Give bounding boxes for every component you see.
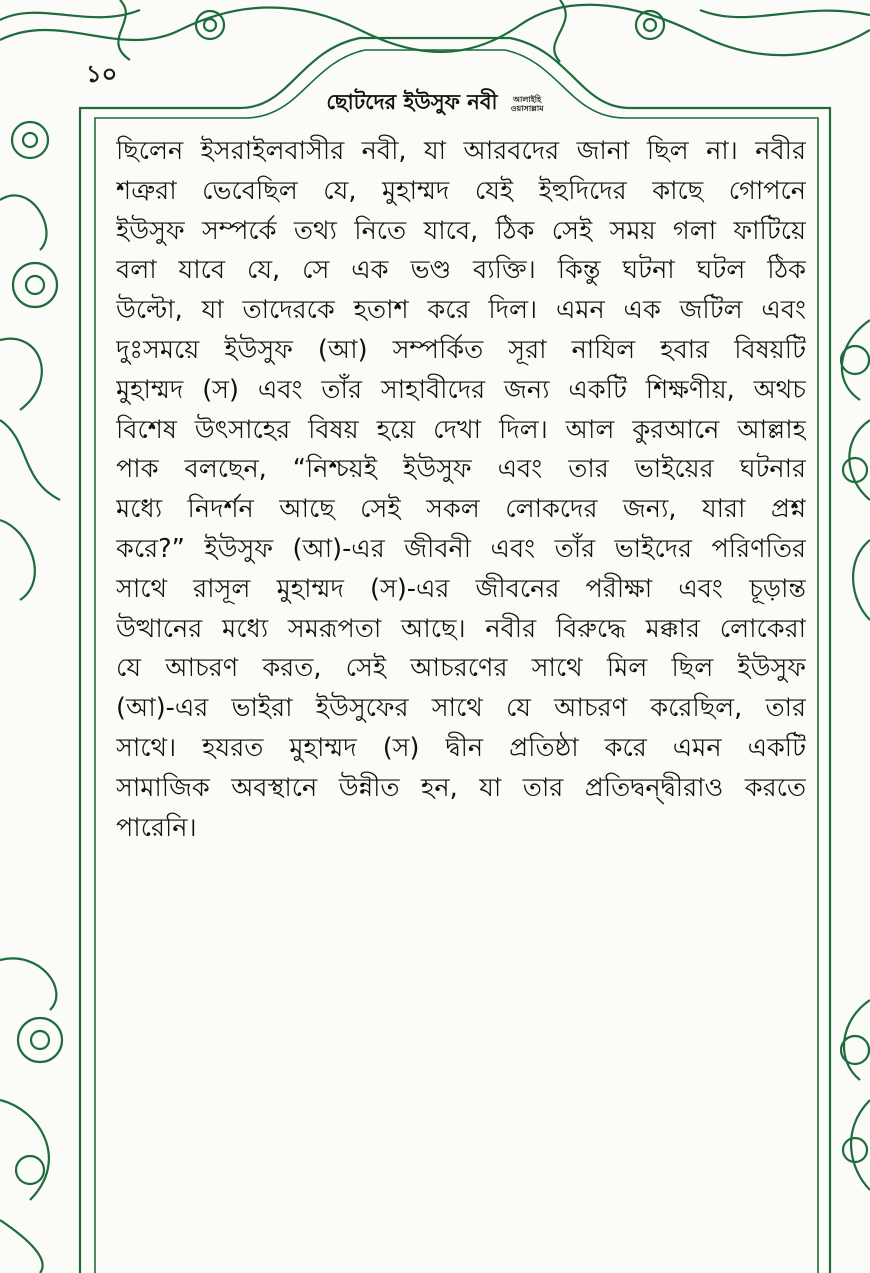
header-honorific	[511, 95, 544, 113]
text-line: উল্টো, যা তাদেরকে হতাশ করে দিল। এমন এক জটিল এবং	[116, 295, 806, 326]
text-line: শত্রুরা ভেবেছিল যে, মুহাম্মদ যেই ইহুদিদের কাছে গোপনে	[116, 175, 806, 206]
text-line: সামাজিক অবস্থানে উন্নীত হন, যা তার প্রতিদ্বন্দ্বীরাও করতে	[116, 772, 806, 803]
text-line: যে আচরণ করত, সেই আচরণের সাথে মিল ছিল ইউসুফ	[116, 653, 806, 684]
honorific-line-2: ওয়াসাল্লাম	[510, 103, 544, 113]
header-title: ছোটদের ইউসুফ নবী	[326, 90, 498, 114]
text-line: মুহাম্মদ (স) এবং তাঁর সাহাবীদের জন্য একটি শিক্ষণীয়, অথচ	[116, 374, 806, 405]
text-line: পারেনি।	[116, 812, 197, 843]
text-line: পাক বলছেন, “নিশ্চয়ই ইউসুফ এবং তার ভাইয়ের ঘটনার	[116, 454, 806, 485]
text-line: ছিলেন ইসরাইলবাসীর নবী, যা আরবদের জানা ছিল না। নবীর	[116, 136, 806, 166]
honorific-line-1: আলাইহি	[512, 94, 542, 104]
text-line: করে?” ইউসুফ (আ)-এর জীবনী এবং তাঁর ভাইদের পরিণতির	[116, 533, 806, 564]
text-line: উত্থানের মধ্যে সমরূপতা আছে। নবীর বিরুদ্ধে মক্কার লোকেরা	[116, 613, 806, 644]
text-line: মধ্যে নিদর্শন আছে সেই সকল লোকদের জন্য, যারা প্রশ্ন	[116, 494, 806, 525]
text-line: সাথে। হযরত মুহাম্মদ (স) দ্বীন প্রতিষ্ঠা করে এমন একটি	[116, 732, 806, 763]
body-paragraph	[116, 132, 806, 848]
text-line: বিশেষ উৎসাহের বিষয় হয়ে দেখা দিল। আল কুরআনে আল্লাহ	[116, 414, 806, 445]
page-number: ১০	[86, 60, 118, 88]
text-line: ইউসুফ সম্পর্কে তথ্য নিতে যাবে, ঠিক সেই সময় গলা ফাটিয়ে	[116, 215, 806, 246]
text-line: দুঃসময়ে ইউসুফ (আ) সম্পর্কিত সূরা নাযিল হবার বিষয়টি	[116, 334, 806, 365]
text-line: (আ)-এর ভাইরা ইউসুফের সাথে যে আচরণ করেছিল, তার	[116, 693, 806, 724]
text-line: সাথে রাসূল মুহাম্মদ (স)-এর জীবনের পরীক্ষা এবং চূড়ান্ত	[116, 573, 806, 604]
running-header	[0, 86, 870, 121]
text-line: বলা যাবে যে, সে এক ভণ্ড ব্যক্তি। কিন্তু ঘটনা ঘটল ঠিক	[116, 255, 806, 286]
